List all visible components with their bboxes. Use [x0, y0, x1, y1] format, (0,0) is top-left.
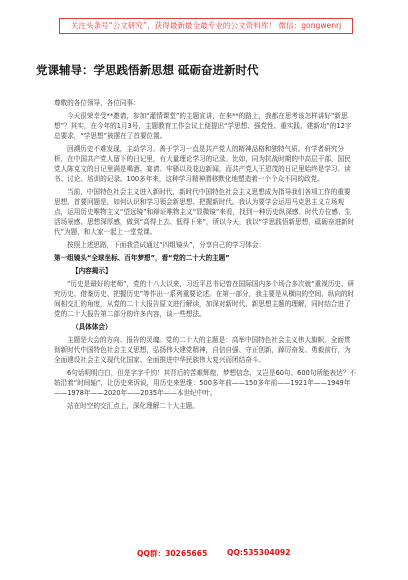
subsection-heading: （具体体会）	[72, 323, 112, 331]
paragraph: 回溯历史不难发现，主动学习、善于学习一直是共产党人的精神品格和独特气质。有学者研究分析，在中国共产党人留下的日记里，有大量理论学习的记录。比如，同为抗战时期的中高层干部，国民党人陈克文的日记里满是喝酒、宴请、牢骚以及花边新闻，而共产党人王恩茂的日记里始终是学习、读书、讨论、培训的记录。100多年来，这种学习精神潜移默化地塑造着一个个众不同的政党。	[54, 145, 351, 183]
paragraph: 站在时空的交汇点上，深化理解二十大主题。	[67, 402, 199, 410]
document-title: 党课辅导：学思践悟新思想 砥砺奋进新时代	[36, 63, 259, 77]
paragraph: 主题是大会的方向、报告的灵魂。党的二十大的主题是：高举中国特色社会主义伟大旗帜，全面贯彻新时代中国特色社会主义思想，弘扬伟大建党精神，自信自强、守正创新，踔厉奋发、勇毅前行，为全面建设社会主义现代化国家、全面推进中华民族伟大复兴而团结奋斗。	[54, 336, 351, 364]
paragraph: 今天很荣幸受**邀请，参加“灌情课堂”的主题宣讲，在来**的路上，我都在思考该怎样讲好“新思想”？其实，在今年的1月3号，主题教育工作会议上便提出“学思想、强党性、重实践、建新功”的12字总要求，“学思想”被摆在了首要位置。	[54, 112, 352, 140]
footer-qq-group: QQ群：30265665	[137, 549, 208, 558]
paragraph: “历史是最好的老师”，党的十八大以来，习近平总书记曾在国际国内多个场合多次就“重视历史、研究历史、借鉴历史、把握历史”等作出一系列重要论述。在第一部分，我主要是从横向的空间、纵向的时间相交汇的角度，从党的二十大报告原文进行解读，加深对新时代、新思想主题的理解，同时结合进了党的二十大报告第二部分的许多内容，谈一些想法。	[54, 280, 355, 318]
top-banner: 关注头条号“公文研究”，获得最新最全最专业的公文资料库！ 微信：gongwenrj	[59, 18, 353, 34]
paragraph: 按照上述思路，下面我尝试通过“四组镜头”，分享自己的学习体会：	[67, 241, 266, 249]
document-body	[54, 98, 356, 414]
paragraph: 尊敬的各位领导，各位同事：	[54, 99, 140, 107]
section-heading: 第一组镜头“全球坐标、百年梦想”，看“党的二十大的主题”	[54, 254, 230, 262]
footer-qq-number: QQ:535304092	[227, 548, 291, 557]
paragraph: 当前，中国特色社会主义进入新时代，新时代中国特色社会主义思想成为指导我们各项工作的重要思想、首要问题是，如何认识和学习领会新思想、把握新时代。我认为要学会运用马克思主义立场观点，运用历史唯物主义“望远镜”和辩证唯物主义“显微镜”来看，找到一种历史纵深感、时代方位感、生活场景感、思想深厚感，做到“高得上去、低得下来”，所以今天，我以“学思践悟新思想，砥砺奋进新时代”为题，和大家一起上一堂党课。	[54, 188, 355, 236]
subsection-heading: 【内容揭示】	[72, 267, 112, 275]
paragraph: 6句话明明白白，但是字字千钧！其背后的苦难辉煌、梦想信念，又岂是60句、600句所能表达？不妨沿着“时间轴”，让历史来诉说，用历史来思维：500多年前——150多年前——1921年——1949年——1978年——2020年——2035年——本世纪中叶。	[54, 369, 356, 397]
